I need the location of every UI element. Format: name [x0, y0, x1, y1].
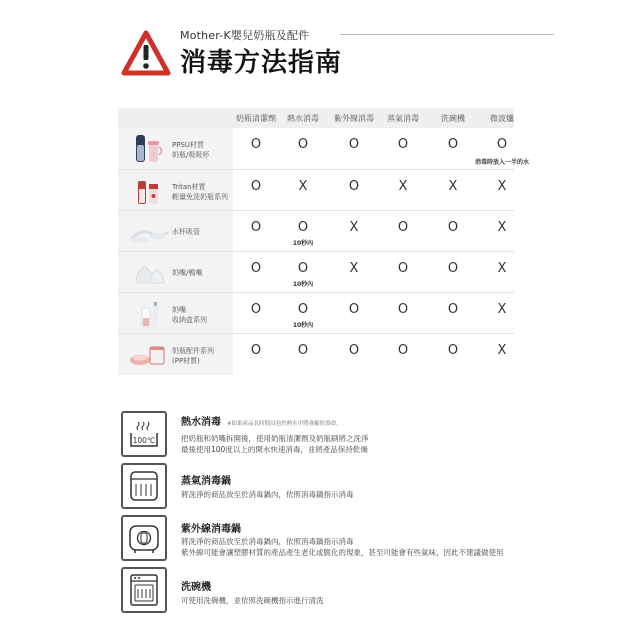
method-title: 洗碗機: [181, 582, 211, 593]
product-cell: [118, 293, 233, 334]
hot-water-icon: [121, 411, 167, 457]
mark-cell: X: [497, 179, 507, 194]
dishwasher-icon: [121, 567, 167, 613]
nipple-storage-image: [126, 298, 172, 329]
column-header: 蒸氣消毒: [387, 114, 419, 123]
uv-sterilizer-icon: [121, 515, 167, 561]
table-row: [118, 251, 514, 293]
mark-cell: O: [348, 343, 360, 358]
mark-cell: X: [448, 179, 458, 194]
product-label: 奶瓶配件系列 (PP材質): [172, 347, 214, 365]
mark-cell: O: [297, 343, 309, 358]
table-row: [118, 210, 514, 252]
mark-cell: O: [297, 137, 309, 152]
brand-label: Mother-K嬰兒奶瓶及配件: [180, 29, 310, 42]
steam-sterilizer-icon: [121, 463, 167, 509]
mark-cell: O: [250, 220, 262, 235]
straw-image: [126, 216, 172, 247]
mark-cell: O: [397, 261, 409, 276]
tritan-bottle-image: [126, 175, 172, 206]
mark-cell: X: [349, 261, 359, 276]
product-label: PPSU材質 奶瓶/吸吸杯: [172, 141, 210, 159]
mark-cell: O: [397, 302, 409, 317]
cell-note: 10秒內: [292, 281, 314, 288]
sterilization-table: [118, 108, 530, 374]
product-label: 奶嘴/鴨嘴: [172, 269, 203, 277]
column-header: 熱水消毒: [287, 114, 319, 123]
mark-cell: O: [297, 220, 309, 235]
temperature-label: 100℃: [132, 436, 156, 445]
mark-cell: O: [496, 137, 508, 152]
mark-cell: O: [250, 179, 262, 194]
mark-cell: O: [447, 302, 459, 317]
mark-cell: O: [447, 261, 459, 276]
table-row: [118, 333, 514, 375]
mark-cell: O: [250, 343, 262, 358]
mark-cell: O: [250, 302, 262, 317]
mark-cell: X: [497, 261, 507, 276]
method-description: 可使用洗碗機，並依照洗碗機指示進行清洗: [181, 596, 324, 605]
mark-cell: O: [397, 220, 409, 235]
table-row: [118, 128, 530, 169]
mark-cell: X: [298, 179, 308, 194]
method-description: 將洗淨的商品放至於消毒鍋內，依照消毒鍋指示消毒: [181, 490, 354, 499]
cell-note: 消毒時放入一半的水: [474, 159, 530, 166]
mark-cell: X: [349, 220, 359, 235]
bottle-accessories-image: [126, 339, 172, 370]
product-cell: [118, 170, 233, 211]
product-label: 水杯吸管: [172, 228, 200, 236]
product-cell: [118, 128, 233, 169]
mark-cell: O: [397, 137, 409, 152]
column-header: 紫外線消毒: [334, 114, 374, 123]
cell-note: 10秒內: [292, 240, 314, 247]
cell-note: 10秒內: [292, 322, 314, 329]
method-title: 蒸氣消毒鍋: [181, 476, 231, 487]
column-header: 洗碗機: [441, 114, 465, 123]
mark-cell: O: [447, 343, 459, 358]
product-cell: [118, 334, 233, 375]
table-row: [118, 292, 514, 334]
method-title: 紫外線消毒鍋: [181, 524, 241, 535]
mark-cell: O: [447, 220, 459, 235]
method-note: ※如果產品長時間浸泡於熱水中將會縮短壽命。: [227, 421, 342, 427]
method-title: 熱水消毒 ※如果產品長時間浸泡於熱水中將會縮短壽命。: [181, 417, 342, 428]
mark-cell: O: [348, 302, 360, 317]
table-row: [118, 169, 514, 211]
mark-cell: X: [497, 343, 507, 358]
page-title: 消毒方法指南: [180, 48, 343, 78]
ppsu-bottle-image: [126, 133, 172, 164]
mark-cell: O: [250, 261, 262, 276]
mark-cell: X: [497, 220, 507, 235]
product-label: 奶嘴 收納盒系列: [172, 306, 207, 324]
method-description: 把奶瓶和奶嘴拆開後，使用奶瓶清潔劑及奶瓶刷將之洗淨 最後使用100度以上的開水快速消毒，並將產品保持乾燥: [181, 434, 369, 454]
mark-cell: O: [297, 302, 309, 317]
nipple-image: [126, 257, 172, 288]
column-header: 奶瓶清潔劑: [236, 114, 276, 123]
mark-cell: O: [297, 261, 309, 276]
mark-cell: O: [348, 137, 360, 152]
mark-cell: O: [447, 137, 459, 152]
header-divider: [340, 34, 554, 35]
product-cell: [118, 252, 233, 293]
method-description: 將洗淨的商品放至於消毒鍋內，依照消毒鍋指示消毒 紫外線可能會讓塑膠材質的產品產生老化或脆化的現象，甚至可能會有些氣味，因此不建議做使用: [181, 537, 504, 557]
mark-cell: X: [398, 179, 408, 194]
mark-cell: X: [497, 302, 507, 317]
warning-icon: [121, 30, 171, 76]
table-header: [118, 108, 514, 128]
product-cell: [118, 211, 233, 252]
mark-cell: O: [348, 179, 360, 194]
mark-cell: O: [250, 137, 262, 152]
mark-cell: O: [397, 343, 409, 358]
product-label: Tritan材質 輕量免洗奶瓶系列: [172, 183, 228, 201]
column-header: 微波爐: [490, 114, 514, 123]
